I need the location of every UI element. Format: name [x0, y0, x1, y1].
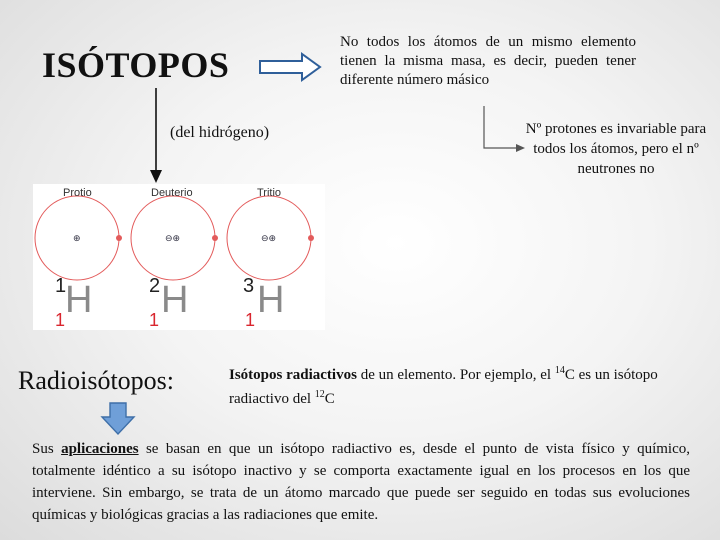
atom-name-protio: Protio — [63, 187, 92, 199]
isotope-definition: No todos los átomos de un mismo elemento tienen la misma masa, es decir, pueden tener diferente número másico — [340, 34, 636, 88]
symbol-deuterio: H — [161, 279, 189, 321]
mass-number-deuterio: 2 — [149, 275, 161, 297]
sup-12: 12 — [314, 389, 325, 400]
atomic-number-protio: 1 — [55, 310, 66, 330]
atom-name-deuterio: Deuterio — [151, 187, 193, 199]
def-part1: de un elemento. Por ejemplo, el — [356, 367, 555, 383]
applications-keyword: aplicaciones — [61, 441, 139, 457]
down-arrow-icon — [149, 88, 163, 184]
blue-down-arrow-icon — [100, 402, 136, 436]
electron-tritio — [308, 235, 314, 241]
nucleus-deuterio: ⊖⊕ — [165, 233, 181, 243]
applications-prefix: Sus — [32, 441, 62, 457]
def-part3: C — [324, 391, 335, 407]
radioisotopes-term: Isótopos radiactivos — [229, 367, 357, 383]
atomic-number-tritio: 1 — [245, 310, 256, 330]
electron-deuterio — [212, 235, 218, 241]
sup-14: 14 — [554, 365, 565, 376]
atomic-number-deuterio: 1 — [149, 310, 160, 330]
nucleus-tritio: ⊖⊕ — [261, 233, 277, 243]
mass-number-tritio: 3 — [243, 275, 255, 297]
right-arrow-icon — [258, 52, 322, 82]
atom-name-tritio: Tritio — [257, 187, 282, 199]
hydrogen-subtitle: (del hidrógeno) — [170, 124, 270, 141]
isotopes-svg — [33, 184, 325, 330]
protons-note: Nº protones es invariable para todos los átomos, pero el nº neutrones no — [525, 121, 707, 177]
page-title: ISÓTOPOS — [42, 45, 230, 85]
hydrogen-isotopes-diagram — [33, 184, 325, 330]
atom-protio — [35, 187, 122, 330]
bent-arrow-icon — [478, 104, 526, 154]
mass-number-protio: 1 — [55, 275, 67, 297]
radioisotopes-definition — [229, 361, 699, 409]
applications-paragraph — [32, 438, 690, 526]
symbol-protio: H — [65, 279, 93, 321]
atom-deuterio — [131, 187, 218, 330]
applications-text: se basan en que un isótopo radiactivo es, desde el punto de vista físico y químico, totalmente idéntico a su isótopo inactivo y se comporta exactamente igual en los procesos en los que interviene. Sin embargo, se trata de un átomo marcado que puede ser seguido en todas sus evoluciones químicas y biológicas gracias a las radiaciones que emite. — [32, 441, 690, 523]
nucleus-protio: ⊕ — [73, 233, 81, 243]
electron-protio — [116, 235, 122, 241]
radioisotopes-title: Radioisótopos: — [18, 366, 175, 395]
atom-tritio — [227, 187, 314, 330]
def-part2: C es un isótopo radiactivo del — [229, 367, 658, 407]
symbol-tritio: H — [257, 279, 285, 321]
